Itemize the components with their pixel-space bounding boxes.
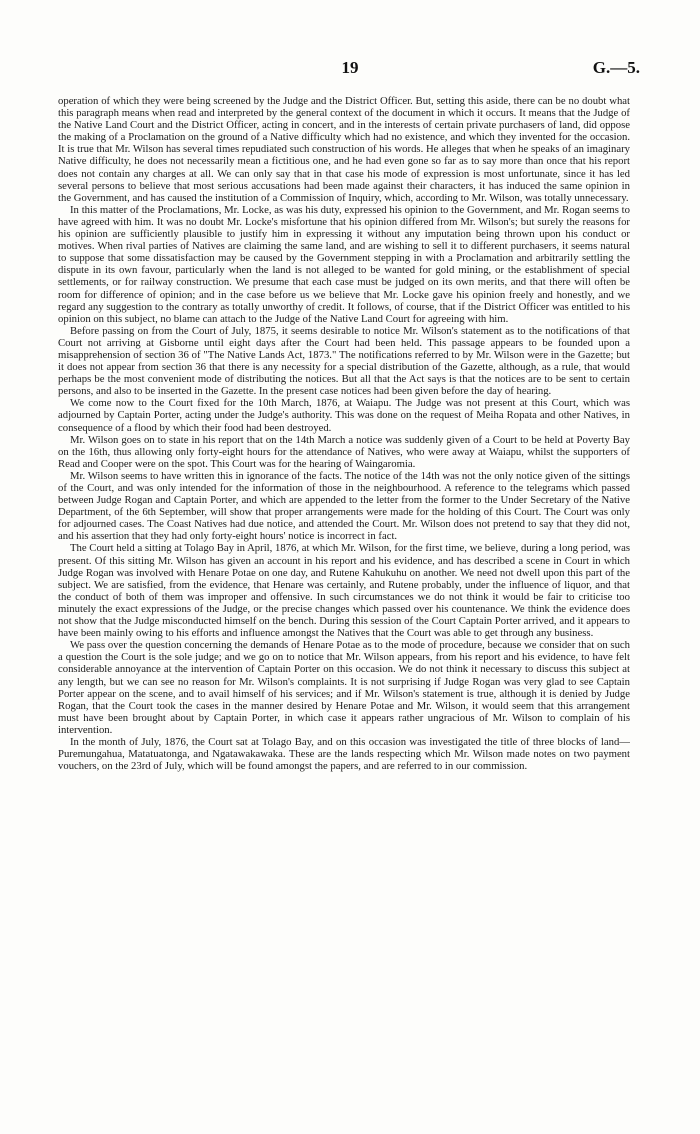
paragraph: operation of which they were being screened by the Judge and the District Officer. But, setting this aside, there can be no doubt what this paragraph means when read and interpreted by the general context of the document in which it occurs. It means that the Judge of the Native Land Court and the District Officer, acting in concert, and in the interests of certain private purchasers of land, did oppose the making of a Proclamation on the ground of a Native difficulty which had no existence, and which they invented for the occasion. It is true that Mr. Wilson has several times repudiated such construction of his words. He alleges that when he speaks of an imaginary Native difficulty, he does not necessarily mean a fictitious one, and he had even gone so far as to say more than once that his report does not contain any charges at all. We can only say that in that case his mode of expression is most unfortunate, since it has led several persons to believe that most serious accusations had been made against their characters, it has induced the same opinion in the Government, and has caused the institution of a Commission of Inquiry, which, according to Mr. Wilson, was totally unnecessary. — [58, 95, 630, 204]
paragraph: In the month of July, 1876, the Court sat at Tolago Bay, and on this occasion was investigated the title of three blocks of land—Puremungahua, Matatuatonga, and Ngatawakawaka. These are the lands respecting which Mr. Wilson made notes on two payment vouchers, on the 23rd of July, which will be found amongst the papers, and are referred to in our commission. — [58, 735, 630, 773]
paragraph: We pass over the question concerning the demands of Henare Potae as to the mode of procedure, because we consider that on such a question the Court is the sole judge; and we go on to notice that Mr. Wilson appears, from his report and his evidence, to have felt considerable annoyance at the intervention of Captain Porter on this occasion. We do not think it necessary to discuss this subject at any length, but we can see no reason for Mr. Wilson's complaints. It is not surprising if Judge Rogan was very glad to see Captain Porter appear on the scene, and to avail himself of his services; and if Mr. Wilson's statement is true, although it is denied by Judge Rogan, that the Court took the cases in the manner desired by Henare Potae and Mr. Wilson, it would seem that this arrangement must have been brought about by Captain Porter, in which case it appears rather ungracious of Mr. Wilson to complain of his intervention. — [58, 639, 630, 736]
body-text — [58, 95, 630, 772]
page-number: 19 — [341, 58, 359, 77]
paragraph: Mr. Wilson seems to have written this in ignorance of the facts. The notice of the 14th was not the only notice given of the sittings of the Court, and was only intended for the information of those in the neighbourhood. A reference to the telegrams which passed between Judge Rogan and Captain Porter, and which are appended to the letter from the former to the Under Secretary of the Native Department, of the 6th September, will show that proper arrangements were made for the holding of this Court. The Court was only for adjourned cases. The Coast Natives had due notice, and attended the Court. Mr. Wilson does not pretend to say that they did not, and his assertion that they had only forty-eight hours' notice is incorrect in fact. — [58, 469, 630, 543]
page-header — [60, 58, 640, 82]
paragraph: Mr. Wilson goes on to state in his report that on the 14th March a notice was suddenly given of a Court to be held at Poverty Bay on the 16th, thus allowing only forty-eight hours for the attendance of Natives, who were away at Waiapu, whilst the supporters of Read and Cooper were on the spot. This Court was for the hearing of Waingaromia. — [58, 433, 630, 470]
paragraph: The Court held a sitting at Tolago Bay in April, 1876, at which Mr. Wilson, for the first time, we believe, during a long period, was present. Of this sitting Mr. Wilson has given an account in his report and his evidence, and has described a scene in Court in which Judge Rogan was involved with Henare Potae on one day, and Rutene Kahukuhu on another. We need not dwell upon this part of the subject. We are satisfied, from the evidence, that Henare was certainly, and Rutene probably, under the influence of liquor, and that the conduct of both of them was improper and offensive. In such circumstances we do not think it would be fair to criticise too minutely the exact expressions of the Judge, or the precise changes which passed over his countenance. We think the evidence does not show that the Judge misconducted himself on the bench. During this session of the Court Captain Porter arrived, and it appears to have been mainly owing to his efforts and influence amongst the Natives that the Court was able to get through any business. — [58, 542, 630, 640]
paragraph: Before passing on from the Court of July, 1875, it seems desirable to notice Mr. Wilson's statement as to the notifications of that Court not arriving at Gisborne until eight days after the Court had been held. This passage appears to be founded upon a misapprehension of section 36 of "The Native Lands Act, 1873." The notifications referred to by Mr. Wilson were in the Gazette; but it does not appear from section 36 that there is any necessity for a special distribution of the Gazette, although, as a rule, that would perhaps be the most convenient mode of distributing the notices. But all that the Act says is that the notices are to be sent to certain persons, and also to be inserted in the Gazette. In the present case notices had been given before the day of hearing. — [58, 324, 630, 398]
paragraph: In this matter of the Proclamations, Mr. Locke, as was his duty, expressed his opinion to the Government, and Mr. Rogan seems to have agreed with him. It was no doubt Mr. Locke's misfortune that his opinion differed from Mr. Wilson's; but surely the reasons for his opinion are sufficiently plausible to justify him in expressing it without any imputation being thrown upon his conduct or motives. When rival parties of Natives are claiming the same land, and are wishing to sell it to different purchasers, it seems natural to suppose that some dissatisfaction may be caused by the Government stepping in with a Proclamation and arbitrarily settling the dispute in its own favour, particularly when the land is not alleged to be wanted for gold mining, or the establishment of special settlements, or for railway construction. We presume that each case must be judged on its own merits, and that there will often be room for difference of opinion; and in the case before us we believe that Mr. Locke gave his opinion freely and honestly, and we regard any suggestion to the contrary as totally unworthy of credit. It follows, of course, that if the District Officer was entitled to his opinion on this subject, no blame can attach to the Judge of the Native Land Court for agreeing with him. — [58, 203, 630, 325]
paragraph: We come now to the Court fixed for the 10th March, 1876, at Waiapu. The Judge was not present at this Court, which was adjourned by Captain Porter, acting under the Judge's authority. This was done on the request of Meiha Ropata and other Natives, in consequence of a flood by which their food had been destroyed. — [58, 397, 630, 434]
document-reference: G.—5. — [592, 58, 640, 77]
